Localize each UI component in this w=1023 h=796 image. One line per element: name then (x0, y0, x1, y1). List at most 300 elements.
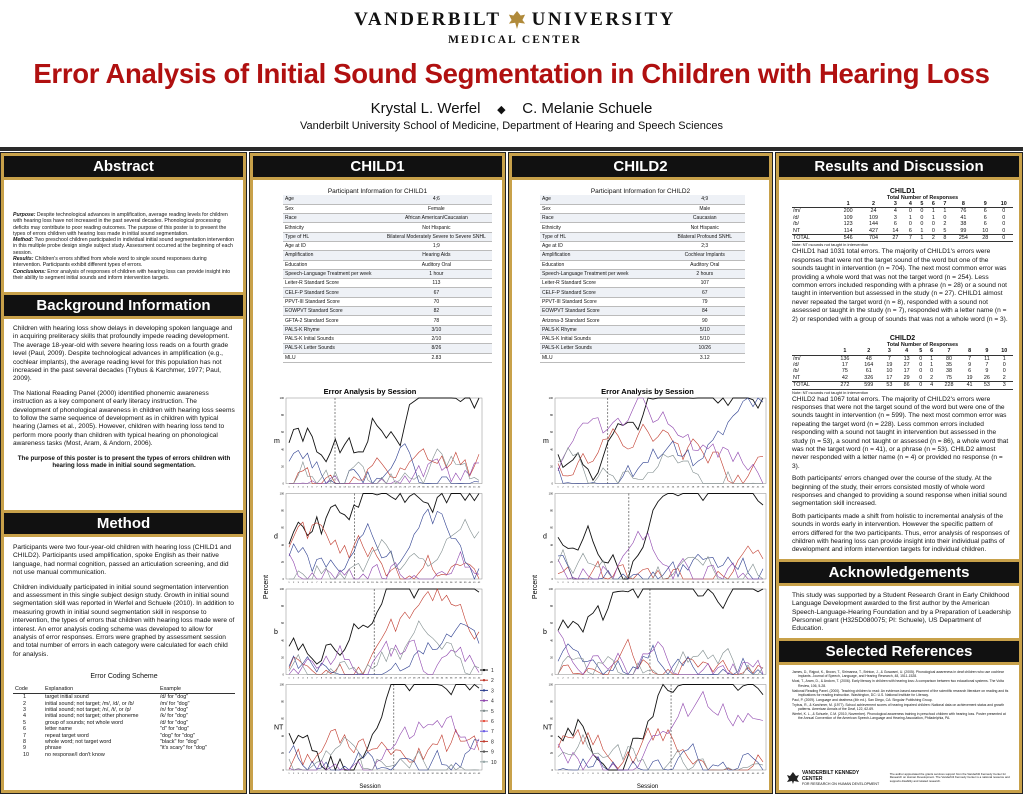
chart-xtick: 16 (357, 582, 360, 584)
chart-xtick: 31 (706, 677, 710, 680)
info-label: MLU (540, 353, 665, 362)
chart-xtick: 14 (621, 486, 625, 489)
chart-xtick: 35 (726, 677, 730, 680)
chart-ytick: 40 (550, 639, 553, 643)
chart-xtick: 8 (320, 582, 323, 584)
info-value: Not Hispanic (665, 223, 746, 232)
count-cell: 99 (960, 227, 967, 234)
count-cell: 9 (968, 361, 972, 368)
chart-xtick: 25 (399, 582, 402, 584)
chart-xtick: 38 (459, 773, 462, 775)
coding-header: Example (158, 685, 235, 694)
chart-xtick: 15 (626, 486, 630, 489)
coding-cell: 4 (23, 713, 26, 720)
info-value: 1;9 (381, 241, 492, 250)
count-cell: 53 (881, 382, 898, 389)
kennedy-line1: VANDERBILT KENNEDY CENTER (801, 770, 860, 782)
chart-xtick: 40 (751, 582, 755, 584)
child2-info-row (540, 241, 745, 250)
count-cell: 53 (978, 382, 995, 389)
info-label: Sex (540, 204, 665, 213)
chart-xtick: 16 (357, 677, 360, 680)
chart-xtick: 30 (701, 486, 705, 489)
info-value: 82 (381, 307, 492, 316)
chart-xtick: 12 (611, 773, 615, 775)
chart-xtick: 15 (352, 582, 356, 584)
chart-ytick: 40 (550, 734, 553, 738)
count-col-header: 7 (939, 201, 951, 208)
chart-xtick: 37 (454, 773, 458, 775)
count-cell: 1 (930, 355, 934, 362)
coding-cell: initial sound; not target; other phoneme (45, 713, 139, 720)
chart-xtick: 15 (352, 773, 356, 775)
chart-xtick: 23 (389, 773, 393, 775)
chart-xtick: 38 (459, 582, 462, 584)
legend-label: 6 (491, 719, 494, 726)
chart-xtick: 42 (477, 486, 481, 489)
info-value: 10/26 (665, 344, 746, 353)
child2-count-note: Note: NT=sounds not taught in intervention (792, 389, 1013, 395)
chart-xtick: 37 (454, 486, 458, 489)
chart-xtick: 40 (468, 677, 471, 680)
chart-xtick: 40 (751, 677, 755, 680)
coding-row (13, 752, 235, 758)
chart-panel-frame (555, 398, 766, 484)
affiliation: Vanderbilt University School of Medicine, Department of Hearing and Speech Sciences (300, 120, 723, 132)
coding-cell: no response/I don't know (45, 751, 105, 758)
chart-xtick: 32 (431, 773, 434, 775)
chart-xtick: 38 (741, 582, 745, 584)
count-cell: 1 (943, 208, 947, 215)
chart-xtick: 13 (343, 486, 346, 489)
info-value: 2;3 (665, 241, 746, 250)
info-value: 79 (665, 297, 746, 306)
count-cell: 80 (945, 355, 952, 362)
chart-xtick: 12 (338, 582, 342, 584)
child2-info-row (540, 316, 745, 325)
chart-xtick: 6 (311, 582, 313, 584)
chart-xtick: 35 (445, 582, 448, 584)
chart-xtick: 8 (592, 773, 594, 775)
chart-ytick: 100 (279, 397, 284, 400)
medical-center-label: MEDICAL CENTER (448, 34, 582, 46)
coding-cell (158, 752, 235, 758)
chart-xtick: 27 (408, 773, 411, 775)
chart-xtick: 41 (756, 582, 760, 584)
chart-xtick: 20 (651, 677, 655, 680)
legend-marker (483, 750, 485, 752)
child2-chart (525, 384, 770, 790)
chart-xtick: 13 (343, 677, 346, 680)
count-col-header: 9 (978, 348, 995, 355)
chart-xtick: 20 (651, 582, 655, 584)
chart-xtick: 4 (572, 773, 574, 775)
chart-xtick: 5 (577, 677, 579, 680)
coding-header: Explanation (43, 685, 158, 694)
chart-xtick: 21 (380, 677, 383, 680)
chart-xtick: 7 (587, 582, 589, 584)
chart-xtick: 39 (746, 677, 750, 680)
chart-ytick: 40 (281, 448, 284, 452)
refs-list (779, 665, 1019, 721)
count-cell: 6 (983, 214, 987, 221)
chart-xtick: 7 (587, 486, 589, 489)
info-value: African American/Caucasian (381, 214, 492, 223)
chart-xtick: 27 (686, 677, 690, 680)
child2-count-header: Total Number of Responses (886, 342, 959, 349)
count-cell: 0 (943, 214, 947, 221)
ack-body: This study was supported by a Student Research Grant in Early Childhood Language Development awarded to the first author by the American Speech-Language-Hearing Foundation and by a Preparation of Leadership Personnel grant (H325D080075; PI: Schuele), US Department of Education. (792, 591, 1011, 633)
chart-xtick: 10 (329, 486, 332, 489)
coding-cell: repeat target word (45, 732, 89, 739)
chart-panel-label: m (274, 437, 280, 445)
count-col-header: 4 (905, 201, 917, 208)
chart-xtick: 2 (562, 677, 564, 680)
chart-xtick: 20 (375, 582, 379, 584)
count-cell: 1 (931, 208, 935, 215)
coding-cell: group of sounds; not whole word (45, 719, 123, 726)
chart-xtick: 15 (626, 582, 630, 584)
chart-ytick: 60 (281, 622, 284, 626)
abstract-purpose: Purpose: Despite technological advances in amplification, average reading levels for children with hearing loss have not increased in the past several decades. Phonological processing deficits may contribute to poor reading outcomes. The purpose of this poster is to present the types of errors children with hearing loss made in initial sound segmentation. (13, 212, 228, 237)
university-name-left: VANDERBILT (354, 9, 502, 30)
chart-xtick: 12 (338, 486, 342, 489)
count-cell: 228 (937, 382, 961, 389)
child2-count-title: CHILD2 (889, 335, 916, 343)
chart-xtick: 35 (726, 486, 730, 489)
coding-cell: initial sound; not target; /n/, /t/, or /p/ (45, 706, 131, 713)
chart-xtick: 40 (468, 486, 471, 489)
chart-xtick: 25 (676, 582, 680, 584)
chart-xtick: 42 (761, 582, 765, 584)
chart-xtick: 24 (671, 677, 675, 680)
chart-xtick: 2 (293, 486, 295, 489)
count-cell: 0 (919, 361, 923, 368)
chart-xtick: 18 (641, 677, 645, 680)
chart-xtick: 1 (557, 773, 559, 775)
chart-xtick: 20 (375, 677, 379, 680)
chart-xtick: 29 (696, 773, 700, 775)
chart-xtick: 31 (706, 486, 710, 489)
chart-ytick: 20 (281, 751, 284, 755)
chart-xtick: 13 (343, 773, 346, 775)
chart-xtick: 13 (616, 677, 620, 680)
chart-xtick: 34 (440, 773, 444, 775)
info-label: Race (283, 214, 381, 223)
info-label: CELF-P Standard Score (283, 288, 381, 297)
chart-xtick: 6 (311, 486, 313, 489)
count-cell: TOTAL (792, 382, 833, 389)
count-col-header: 6 (928, 201, 940, 208)
chart-xtick: 2 (293, 582, 295, 584)
child2-info-row (540, 344, 745, 353)
chart-ytick: 40 (550, 543, 553, 547)
child2-info-row (540, 297, 745, 306)
chart-xtick: 11 (606, 486, 610, 489)
authors (0, 100, 1023, 117)
chart-panel-frame (555, 589, 766, 675)
child1-info-row (283, 269, 492, 278)
info-label: Ethnicity (283, 223, 381, 232)
chart-ytick: 0 (282, 673, 284, 677)
chart-xtick: 34 (440, 582, 444, 584)
chart-xtick: 39 (746, 486, 750, 489)
chart-ytick: 80 (550, 414, 553, 418)
count-cell: 2 (930, 374, 934, 381)
chart-xtick: 23 (666, 582, 670, 584)
chart-xtick: 27 (408, 677, 411, 680)
chart-xtick: 41 (473, 486, 476, 489)
info-value: Cochlear Implants (665, 251, 746, 260)
count-cell: 7 (905, 235, 917, 242)
count-cell: /b/ (793, 368, 799, 375)
count-cell: 7 (887, 355, 891, 362)
info-value: 78 (381, 316, 492, 325)
chart-xtick: 27 (408, 486, 411, 489)
legend-marker (483, 669, 485, 671)
count-cell: 75 (945, 374, 952, 381)
chart-xtick: 5 (306, 677, 309, 680)
chart-ytick: 0 (551, 578, 553, 581)
chart-xtick: 27 (686, 486, 690, 489)
chart-xtick: 4 (302, 677, 304, 680)
chart-xtick: 22 (385, 773, 388, 775)
chart-xtick: 3 (297, 773, 299, 775)
chart-xtick: 23 (389, 677, 393, 680)
chart-xtick: 25 (399, 773, 402, 775)
count-col-header: 2 (861, 201, 886, 208)
chart-xtick: 34 (440, 486, 444, 489)
chart-xtick: 42 (761, 486, 765, 489)
count-cell: 27 (903, 361, 910, 368)
oak-leaf-icon (508, 10, 526, 30)
chart-xtick: 36 (731, 486, 735, 489)
coding-cell: letter name (45, 726, 72, 733)
chart-xtick: 38 (459, 677, 462, 680)
count-cell: 29 (903, 374, 910, 381)
info-value: Not Hispanic (381, 223, 492, 232)
chart-xtick: 1 (288, 582, 290, 584)
chart-xtick: 16 (631, 773, 635, 775)
chart-xtick: 28 (691, 677, 695, 680)
child1-info-row (283, 316, 492, 325)
chart-ytick: 0 (551, 769, 553, 772)
chart-panel-frame (286, 589, 482, 675)
chart-xtick: 41 (756, 773, 760, 775)
chart-xtick: 40 (751, 486, 755, 489)
legend-label: 2 (491, 678, 494, 685)
chart-xtick: 39 (463, 677, 467, 680)
chart-xtick: 6 (582, 582, 584, 584)
chart-ytick: 20 (281, 560, 284, 564)
count-cell: 27 (886, 235, 904, 242)
count-cell: 114 (843, 227, 853, 234)
chart-xtick: 21 (380, 486, 383, 489)
child1-info-row (283, 204, 492, 213)
info-value: 5/10 (665, 334, 746, 343)
chart-xtick: 28 (691, 582, 695, 584)
count-cell: 6 (908, 227, 912, 234)
chart-xtick: 8 (592, 486, 594, 489)
results-child1-text: CHILD1 had 1031 total errors. The majority of CHILD1's errors were responses that were not the target sound of the word but one of the sounds taught in intervention (n = 704). The next most common error was providing a whole word that was not the target word (n = 254). Less common errors included responding with a phrase (n = 28) or a sound not taught in intervention but assessed in the study (n = 27). CHILD1 almost never repeated the target word (n = 8), responded with a sound not assessed or taught in the study (n = 7), responded with a letter name (n = 2) or responded with a group of sounds that was not a whole word (n = 3). (792, 248, 1008, 323)
child2-info-row (540, 279, 745, 288)
chart-xtick: 21 (380, 773, 383, 775)
info-label: Sex (283, 204, 381, 213)
chart-xtick: 37 (736, 773, 740, 775)
count-cell: 427 (869, 227, 879, 234)
chart-xtick: 37 (736, 486, 740, 489)
chart-xtick: 39 (746, 582, 750, 584)
chart-xtick: 5 (577, 773, 579, 775)
chart-xtick: 19 (371, 677, 374, 680)
count-cell: 17 (886, 374, 893, 381)
legend-marker (483, 710, 485, 712)
info-label: Amplification (540, 251, 665, 260)
chart-ytick: 0 (282, 578, 284, 581)
chart-xtick: 7 (316, 773, 318, 775)
child2-info-row (540, 214, 745, 223)
count-cell: 0 (920, 208, 924, 215)
chart-xtick: 35 (726, 773, 730, 775)
chart-xtick: 14 (348, 773, 351, 775)
chart-xtick: 6 (582, 486, 584, 489)
chart-xtick: 10 (601, 486, 605, 489)
count-cell: 1 (930, 361, 934, 368)
chart-xtick: 12 (338, 773, 342, 775)
info-value: Male (665, 204, 746, 213)
chart-xtick: 15 (352, 677, 356, 680)
count-cell: 41 (961, 382, 978, 389)
chart-ytick: 40 (281, 734, 284, 738)
child2-info-row (540, 260, 745, 269)
chart-xtick: 22 (661, 677, 665, 680)
count-cell: 0 (1002, 227, 1006, 234)
child1-info-row (283, 279, 492, 288)
chart-xtick: 32 (711, 582, 715, 584)
chart-xtick: 36 (449, 773, 453, 775)
chart-xtick: 26 (681, 677, 685, 680)
kennedy-logo-icon (787, 772, 799, 784)
chart-xtick: 16 (631, 486, 635, 489)
count-col-header: 10 (994, 201, 1013, 208)
chart-xtick: 32 (711, 677, 715, 680)
reference-item: Most, T., Aram, D., & Andorn, T. (2006). Early literacy in children with hearing loss: A comparison between two educational systems. The Volta Review, 106, 5-28. (792, 679, 1004, 688)
chart-xtick: 2 (562, 486, 564, 489)
chart-panel-label: m (543, 437, 549, 445)
count-cell: 76 (960, 208, 967, 215)
error-analysis-chart (256, 384, 504, 790)
child2-info-row (540, 251, 745, 260)
count-header-row (792, 201, 1013, 208)
chart-xtick: 17 (636, 773, 640, 775)
count-cell: 0 (930, 368, 934, 375)
coding-cell: 9 (23, 745, 26, 752)
chart-xtick: 7 (587, 773, 589, 775)
abstract-method: Method: Two preschool children participated in individual initial sound segmentation intervention in this multiple probe design single subject study. Assessment occurred at the beginning of each session. (13, 237, 235, 256)
chart-xtick: 10 (329, 773, 332, 775)
results-p4: Both participants made a shift from holistic to incremental analysis of the sounds in words early in intervention. However the specific pattern of errors differed for the two participants. Thus, error analysis of responses of children with hearing loss can provide insight into their individual paths of development and inform intervention targets for individual children. (792, 512, 1010, 554)
chart-xtick: 19 (646, 486, 650, 489)
count-cell: 6 (893, 221, 897, 228)
count-row (792, 228, 1013, 235)
count-cell: 38 (960, 221, 967, 228)
info-label: PALS-K Letter Sounds (283, 344, 381, 353)
chart-xtick: 38 (459, 486, 462, 489)
count-cell: 254 (951, 235, 976, 242)
chart-xtick: 30 (422, 486, 425, 489)
child1-info-row (283, 241, 492, 250)
count-col-header: 1 (833, 348, 857, 355)
chart-xtick: 14 (621, 773, 625, 775)
count-cell: /b/ (793, 221, 799, 228)
chart-xtick: 32 (431, 486, 434, 489)
chart-xtick: 42 (477, 582, 481, 584)
chart-xtick: 27 (408, 582, 411, 584)
child2-info-row (540, 269, 745, 278)
chart-xtick: 24 (671, 582, 675, 584)
results-heading: Results and Discussion (779, 153, 1019, 180)
chart-ytick: 100 (548, 492, 553, 496)
chart-xtick: 32 (711, 773, 715, 775)
info-label: Education (540, 260, 665, 269)
chart-xtick: 2 (562, 582, 564, 584)
info-value: 84 (665, 307, 746, 316)
chart-xtick: 14 (348, 582, 351, 584)
chart-xtick: 12 (611, 486, 615, 489)
count-cell: 109 (843, 214, 853, 221)
chart-xtick: 16 (357, 486, 360, 489)
chart-xtick: 35 (726, 582, 730, 584)
info-label: PALS-K Initial Sounds (540, 334, 665, 343)
chart-xtick: 11 (334, 677, 337, 680)
count-cell: 41 (960, 214, 967, 221)
count-cell: 6 (983, 221, 987, 228)
count-col-header (792, 201, 836, 208)
chart-ytick: 60 (550, 622, 553, 626)
count-cell: 3 (893, 214, 897, 221)
method-body (4, 537, 243, 758)
chart-xtick: 1 (288, 773, 290, 775)
info-value: 4;6 (381, 195, 492, 204)
info-label: PALS-K Rhyme (283, 325, 381, 334)
count-cell: 0 (1002, 221, 1006, 228)
legend-label: 8 (491, 739, 494, 746)
count-cell: 7 (985, 361, 989, 368)
chart-xtick: 29 (417, 582, 420, 584)
chart-xtick: 3 (567, 582, 569, 584)
error-analysis-chart (525, 384, 770, 790)
chart-xtick: 37 (736, 582, 740, 584)
chart-xtick: 34 (440, 677, 444, 680)
chart-ytick: 60 (550, 431, 553, 435)
chart-xtick: 13 (616, 773, 620, 775)
chart-panel-frame (286, 398, 482, 484)
legend-label: 9 (491, 749, 494, 756)
chart-xtick: 7 (316, 486, 318, 489)
coding-cell: 5 (23, 719, 26, 726)
child1-chart (256, 384, 504, 790)
coding-cell: 2 (23, 700, 26, 707)
child1-info-row (283, 353, 492, 362)
chart-xtick: 9 (325, 582, 327, 584)
chart-xtick: 39 (746, 773, 750, 775)
child2-info-row (540, 307, 745, 316)
chart-xtick: 5 (577, 486, 579, 489)
chart-xtick: 19 (646, 773, 650, 775)
chart-ytick: 100 (548, 683, 553, 687)
chart-xtick: 18 (366, 486, 369, 489)
info-label: Amplification (283, 251, 381, 260)
